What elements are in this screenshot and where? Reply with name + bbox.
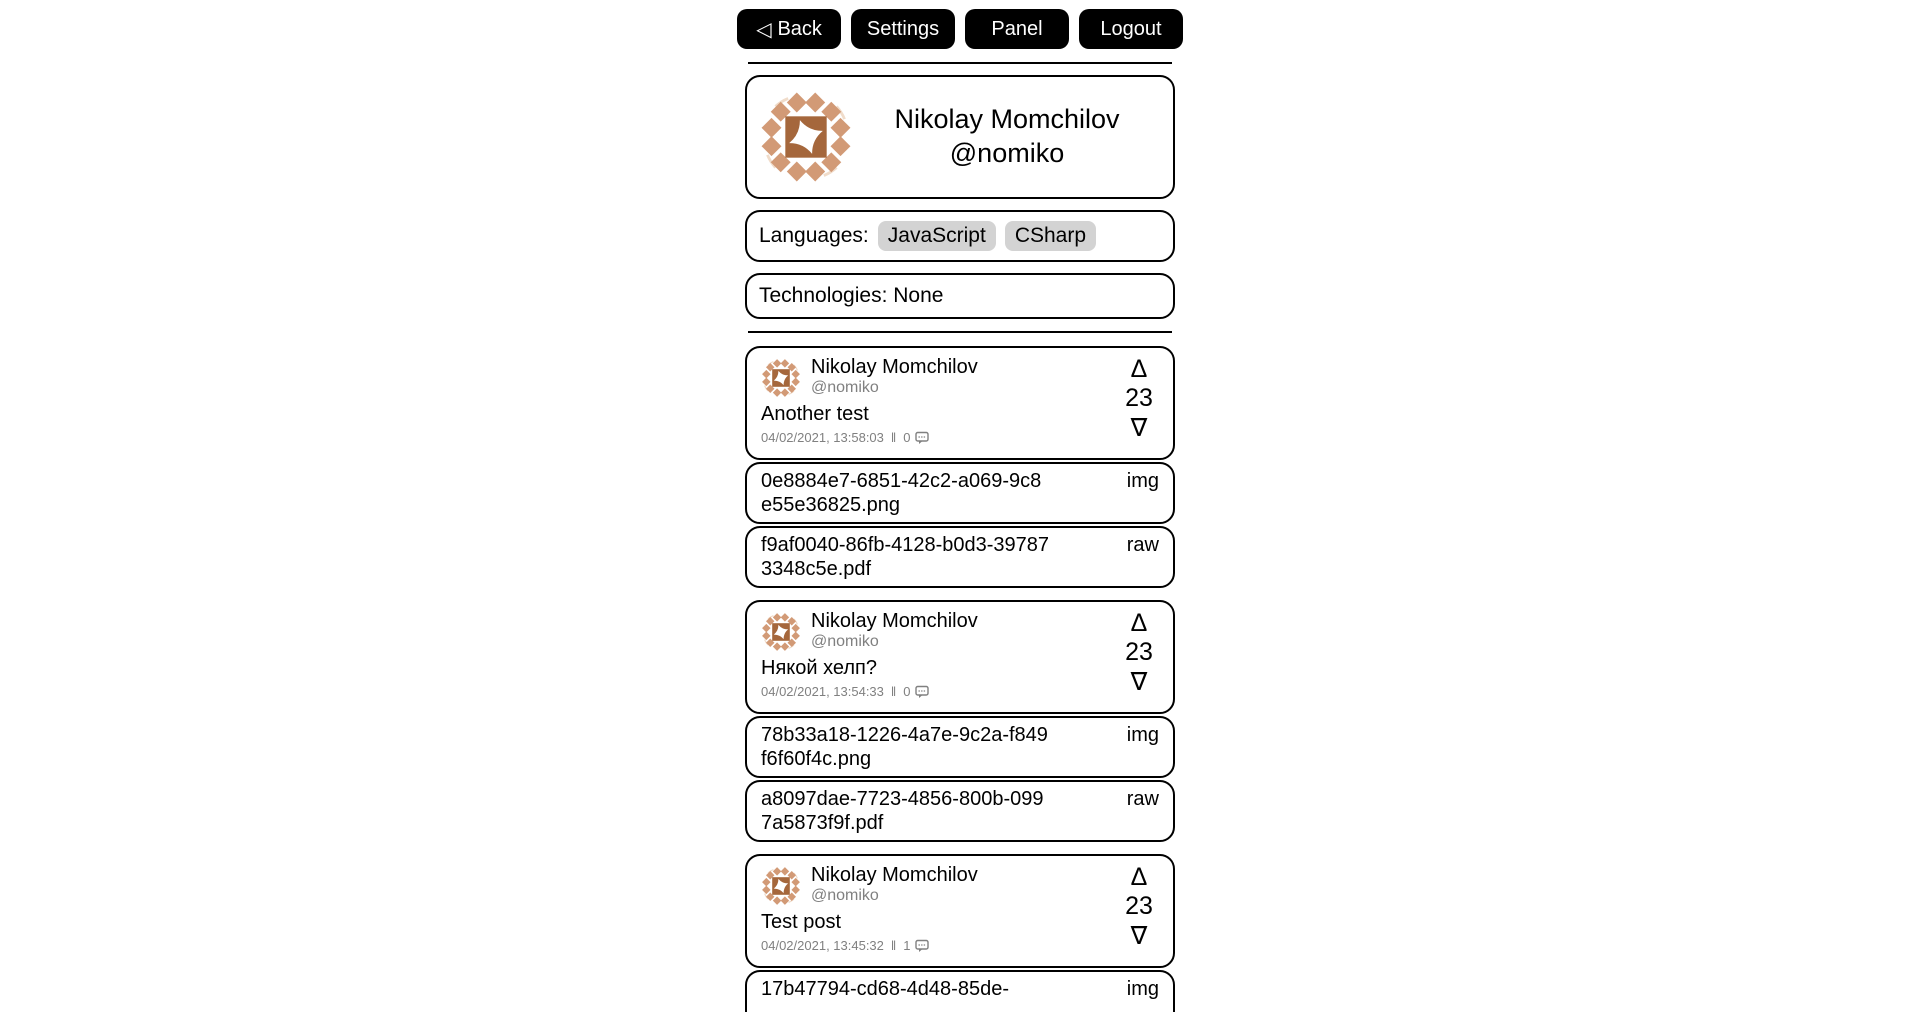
attachment-row[interactable]	[745, 970, 1175, 1012]
attachment-type-label: img	[1126, 724, 1159, 747]
post-card[interactable]	[745, 600, 1175, 714]
top-nav	[737, 0, 1183, 49]
post-meta	[761, 430, 1159, 445]
post-group	[737, 854, 1183, 1012]
post-author-block	[811, 610, 978, 651]
post-group	[737, 600, 1183, 842]
post-header	[761, 610, 1159, 652]
profile-card	[745, 75, 1175, 199]
attachment-filename: 0e8884e7-6851-42c2-a069-9c8e55e36825.png	[761, 470, 1042, 517]
nav-divider	[748, 62, 1172, 64]
comment-icon	[915, 431, 929, 445]
post-author-avatar	[761, 612, 801, 652]
attachment-filename: 17b47794-cd68-4d48-85de-	[761, 978, 1009, 1001]
post-author-name: Nikolay Momchilov	[811, 356, 978, 379]
downvote-button[interactable]: ∇	[1130, 922, 1148, 951]
main-column	[737, 0, 1183, 1012]
vote-count: 23	[1125, 892, 1153, 921]
post-title: Test post	[761, 911, 842, 934]
attachment-row[interactable]	[745, 716, 1175, 778]
upvote-button[interactable]: Δ	[1130, 609, 1148, 638]
profile-handle: @nomiko	[949, 138, 1065, 168]
technologies-card	[745, 273, 1175, 319]
meta-separator: ‖	[890, 430, 897, 446]
post-card[interactable]	[745, 346, 1175, 460]
post-title: Another test	[761, 403, 869, 426]
attachment-type-label: img	[1126, 978, 1159, 1001]
language-pill: CSharp	[1005, 221, 1096, 251]
settings-button[interactable]: Settings	[851, 9, 955, 49]
attachment-type-label: raw	[1126, 534, 1159, 557]
post-header	[761, 356, 1159, 398]
languages-pill-list	[878, 221, 1096, 251]
post-comments	[903, 430, 928, 445]
languages-label: Languages:	[759, 224, 869, 248]
post-author-avatar	[761, 866, 801, 906]
post-comment-count: 1	[903, 938, 911, 954]
post-author-handle: @nomiko	[811, 887, 879, 905]
technologies-label: Technologies: None	[759, 284, 944, 308]
attachment-filename: a8097dae-7723-4856-800b-0997a5873f9f.pdf	[761, 788, 1044, 835]
attachment-row[interactable]	[745, 462, 1175, 524]
post-comments	[903, 684, 928, 699]
post-title: Някой хелп?	[761, 657, 877, 680]
post-timestamp: 04/02/2021, 13:58:03	[761, 430, 884, 446]
attachment-type-label: raw	[1126, 788, 1159, 811]
panel-button[interactable]: Panel	[965, 9, 1069, 49]
post-author-avatar	[761, 358, 801, 398]
post-author-block	[811, 864, 978, 905]
comment-icon	[915, 685, 929, 699]
languages-card	[745, 210, 1175, 262]
language-pill: JavaScript	[878, 221, 996, 251]
post-author-name: Nikolay Momchilov	[811, 610, 978, 633]
logout-button[interactable]: Logout	[1079, 9, 1183, 49]
post-meta	[761, 938, 1159, 953]
vote-widget	[1121, 864, 1157, 949]
post-timestamp: 04/02/2021, 13:45:32	[761, 938, 884, 954]
vote-count: 23	[1125, 384, 1153, 413]
posts-list	[737, 346, 1183, 1012]
downvote-button[interactable]: ∇	[1130, 414, 1148, 443]
post-timestamp: 04/02/2021, 13:54:33	[761, 684, 884, 700]
attachment-filename: f9af0040-86fb-4128-b0d3-397873348c5e.pdf	[761, 534, 1050, 581]
attachment-row[interactable]	[745, 526, 1175, 588]
post-author-name: Nikolay Momchilov	[811, 864, 978, 887]
meta-separator: ‖	[890, 938, 897, 954]
post-group	[737, 346, 1183, 588]
vote-widget	[1121, 610, 1157, 695]
post-header	[761, 864, 1159, 906]
attachment-filename: 78b33a18-1226-4a7e-9c2a-f849f6f60f4c.png	[761, 724, 1048, 771]
profile-name: Nikolay Momchilov	[894, 104, 1120, 135]
profile-avatar	[759, 90, 853, 184]
back-button-label: Back	[777, 17, 822, 40]
downvote-button[interactable]: ∇	[1130, 668, 1148, 697]
post-author-handle: @nomiko	[811, 379, 879, 397]
profile-names	[853, 103, 1161, 171]
vote-widget	[1121, 356, 1157, 441]
post-comment-count: 0	[903, 430, 911, 446]
meta-separator: ‖	[890, 684, 897, 700]
post-author-block	[811, 356, 978, 397]
upvote-button[interactable]: Δ	[1130, 355, 1148, 384]
upvote-button[interactable]: Δ	[1130, 863, 1148, 892]
attachment-type-label: img	[1126, 470, 1159, 493]
post-comments	[903, 938, 928, 953]
comment-icon	[915, 939, 929, 953]
post-author-handle: @nomiko	[811, 633, 879, 651]
post-comment-count: 0	[903, 684, 911, 700]
post-meta	[761, 684, 1159, 699]
back-button[interactable]	[737, 9, 841, 49]
back-icon: ◁	[756, 18, 772, 41]
post-card[interactable]	[745, 854, 1175, 968]
vote-count: 23	[1125, 638, 1153, 667]
posts-divider	[748, 331, 1172, 333]
attachment-row[interactable]	[745, 780, 1175, 842]
